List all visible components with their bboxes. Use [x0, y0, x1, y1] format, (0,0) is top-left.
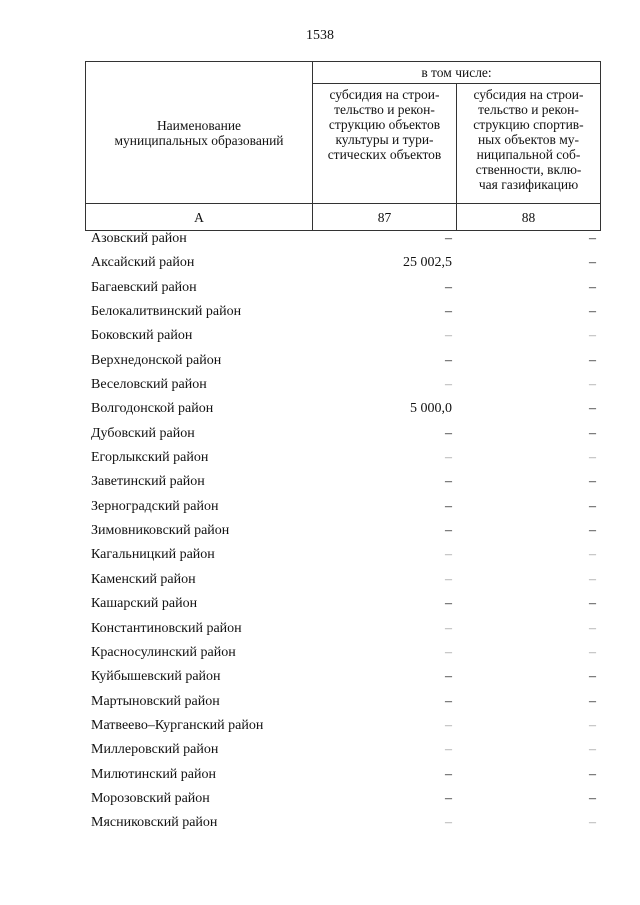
value-col-87: –: [445, 766, 452, 782]
municipality-name: Белокалитвинский район: [91, 304, 242, 320]
municipality-name: Боковский район: [91, 328, 193, 344]
value-col-88: –: [589, 279, 596, 295]
value-col-88: –: [589, 717, 596, 733]
table-row: [0, 229, 640, 253]
value-col-87: –: [445, 620, 452, 636]
value-col-88: –: [589, 377, 596, 393]
value-col-88: –: [589, 255, 596, 271]
value-col-88: –: [589, 352, 596, 368]
value-col-88: –: [589, 401, 596, 417]
table-row: [0, 740, 640, 764]
table-row: [0, 424, 640, 448]
value-col-87: –: [445, 547, 452, 563]
municipality-name: Дубовский район: [91, 425, 195, 441]
value-col-87: –: [445, 498, 452, 514]
col87-line: стических объектов: [327, 147, 442, 162]
value-col-88: –: [589, 815, 596, 831]
table-row: [0, 813, 640, 837]
group-header: в том числе:: [313, 62, 601, 84]
value-col-87: –: [445, 571, 452, 587]
col-88-header: [457, 84, 601, 204]
value-col-87: –: [445, 304, 452, 320]
municipality-name: Миллеровский район: [91, 742, 219, 758]
value-col-88: –: [589, 498, 596, 514]
table-row: [0, 789, 640, 813]
value-col-87: –: [445, 523, 452, 539]
value-col-88: –: [589, 644, 596, 660]
value-col-87: –: [445, 231, 452, 246]
value-col-87: –: [445, 352, 452, 368]
name-header-line: Наименование: [156, 117, 242, 133]
table-row: [0, 448, 640, 472]
table-row: [0, 643, 640, 667]
value-col-88: –: [589, 693, 596, 709]
municipality-name: Милютинский район: [91, 766, 217, 782]
name-column-header: [86, 62, 313, 204]
municipality-name: Зимовниковский район: [91, 523, 230, 539]
municipality-name: Мясниковский район: [91, 815, 218, 831]
value-col-88: –: [589, 742, 596, 758]
col88-line: субсидия на строи-: [473, 87, 584, 102]
col88-line: чая газификацию: [478, 177, 579, 192]
value-col-87: –: [445, 693, 452, 709]
col87-line: струкцию объектов: [328, 117, 441, 132]
col88-line: ственности, вклю-: [475, 162, 582, 177]
col88-line: струкцию спортив-: [473, 117, 584, 132]
index-88: 88: [457, 204, 601, 231]
municipality-name: Егорлыкский район: [91, 450, 209, 466]
table-row: [0, 472, 640, 496]
value-col-87: –: [445, 644, 452, 660]
value-col-87: –: [445, 790, 452, 806]
municipality-name: Верхнедонской район: [91, 352, 222, 368]
value-col-87: –: [445, 742, 452, 758]
municipality-name: Зерноградский район: [91, 498, 219, 514]
col87-line: тельство и рекон-: [334, 102, 435, 117]
value-col-87: –: [445, 425, 452, 441]
value-col-87: –: [445, 596, 452, 612]
value-col-88: –: [589, 425, 596, 441]
value-col-88: –: [589, 304, 596, 320]
municipality-name: Азовский район: [91, 231, 187, 246]
municipality-name: Кашарский район: [91, 596, 198, 612]
table-row: [0, 253, 640, 277]
value-col-87: –: [445, 377, 452, 393]
value-col-87: 5 000,0: [410, 401, 452, 417]
name-header-line: муниципальных образований: [114, 132, 284, 148]
index-a: А: [86, 204, 313, 231]
table-row: [0, 545, 640, 569]
table-row: [0, 497, 640, 521]
table-row: [0, 375, 640, 399]
value-col-87: –: [445, 717, 452, 733]
municipality-name: Константиновский район: [91, 620, 242, 636]
value-col-87: 25 002,5: [403, 255, 452, 271]
value-col-88: –: [589, 620, 596, 636]
value-col-87: –: [445, 669, 452, 685]
table-row: [0, 326, 640, 350]
col87-line: субсидия на строи-: [329, 87, 440, 102]
value-col-88: –: [589, 231, 596, 246]
value-col-87: –: [445, 815, 452, 831]
table-row: [0, 351, 640, 375]
value-col-88: –: [589, 523, 596, 539]
table-row: [0, 667, 640, 691]
municipality-name: Кагальницкий район: [91, 547, 215, 563]
value-col-88: –: [589, 547, 596, 563]
municipality-name: Веселовский район: [91, 377, 207, 393]
table-row: [0, 716, 640, 740]
value-col-88: –: [589, 766, 596, 782]
municipality-name: Куйбышевский район: [91, 669, 221, 685]
municipality-name: Волгодонской район: [91, 401, 214, 417]
value-col-87: –: [445, 474, 452, 490]
col-87-header: [313, 84, 457, 204]
value-col-88: –: [589, 474, 596, 490]
value-col-88: –: [589, 596, 596, 612]
value-col-87: –: [445, 450, 452, 466]
index-87: 87: [313, 204, 457, 231]
municipality-name: Каменский район: [91, 571, 196, 587]
table-header: [85, 61, 601, 231]
value-col-88: –: [589, 571, 596, 587]
value-col-88: –: [589, 328, 596, 344]
page-number: 1538: [306, 28, 334, 43]
table-row: [0, 765, 640, 789]
municipality-name: Заветинский район: [91, 474, 205, 490]
col88-line: ниципальной соб-: [476, 147, 581, 162]
col88-line: ных объектов му-: [477, 132, 580, 147]
value-col-88: –: [589, 669, 596, 685]
value-col-87: –: [445, 328, 452, 344]
municipality-name: Матвеево–Курганский район: [91, 717, 264, 733]
value-col-88: –: [589, 790, 596, 806]
table-body: [0, 229, 640, 838]
value-col-87: –: [445, 279, 452, 295]
table-row: [0, 619, 640, 643]
municipality-name: Красносулинский район: [91, 644, 236, 660]
value-col-88: –: [589, 450, 596, 466]
table-row: [0, 570, 640, 594]
municipality-name: Морозовский район: [91, 790, 210, 806]
table-row: [0, 594, 640, 618]
table-row: [0, 521, 640, 545]
col87-line: культуры и тури-: [335, 132, 434, 147]
municipality-name: Багаевский район: [91, 279, 197, 295]
table-row: [0, 399, 640, 423]
table-row: [0, 692, 640, 716]
table-row: [0, 302, 640, 326]
table-row: [0, 278, 640, 302]
municipality-name: Аксайский район: [91, 255, 195, 271]
col88-line: тельство и рекон-: [478, 102, 579, 117]
municipality-name: Мартыновский район: [91, 693, 220, 709]
